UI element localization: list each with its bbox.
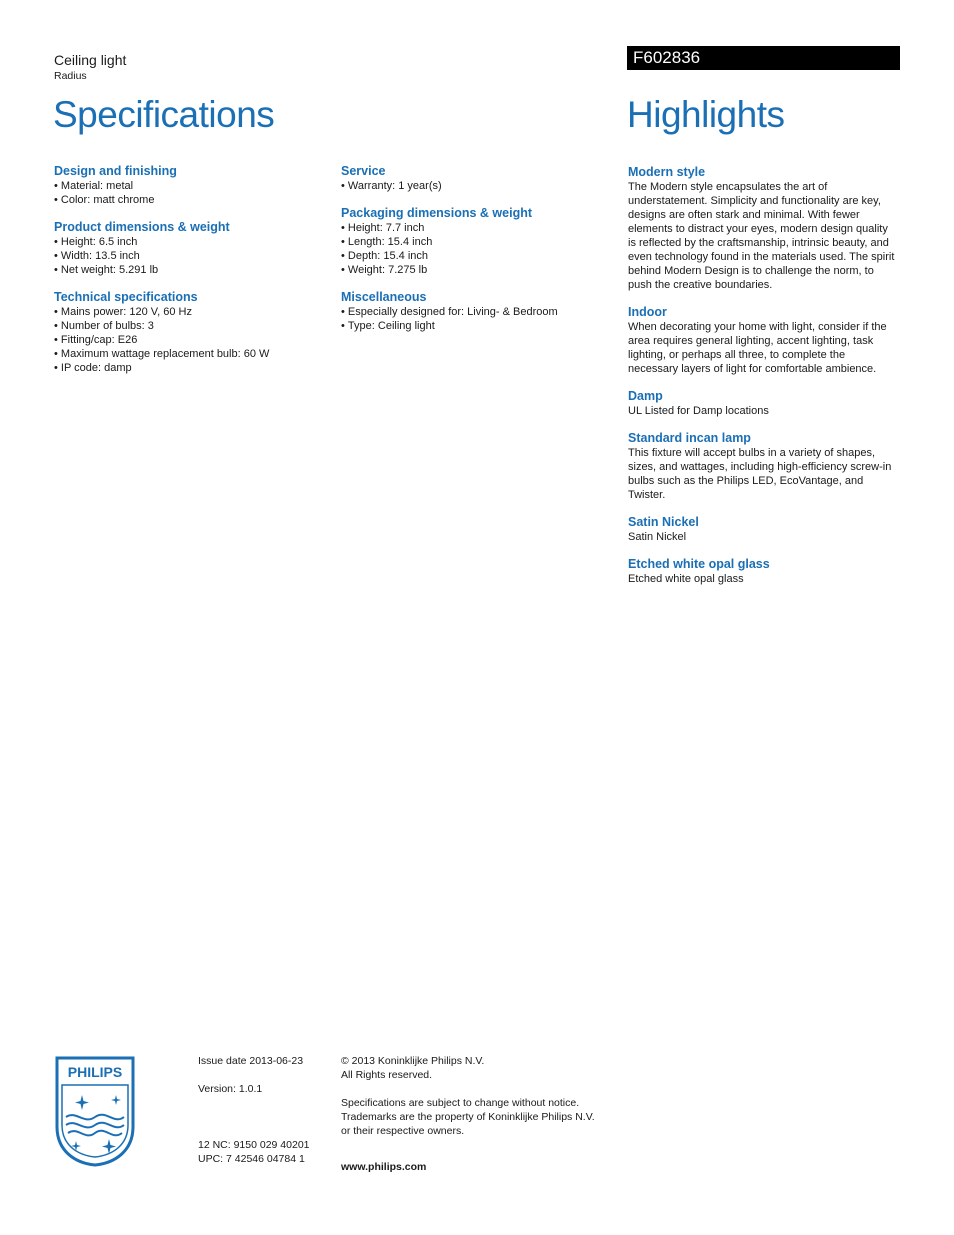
highlight-title: Standard incan lamp — [628, 431, 751, 445]
highlight-title: Satin Nickel — [628, 515, 699, 529]
spec-item: • Length: 15.4 inch — [341, 235, 611, 249]
highlight-text — [628, 320, 900, 376]
highlight-line: Etched white opal glass — [628, 573, 744, 585]
spec-item: • Warranty: 1 year(s) — [341, 179, 611, 193]
highlight-line: The Modern style encapsulates the art of — [628, 181, 828, 193]
spec-item: • Height: 7.7 inch — [341, 221, 611, 235]
spec-section-title: Service — [341, 164, 386, 178]
highlight-title: Indoor — [628, 305, 667, 319]
highlight-line: elements to distract your eyes, modern design quality — [628, 223, 888, 235]
spec-item: • Width: 13.5 inch — [54, 249, 324, 263]
highlight-line: even technology found in the materials used. The spirit — [628, 251, 895, 263]
spec-item: • Especially designed for: Living- & Bedroom — [341, 305, 611, 319]
disclaimer-line: or their respective owners. — [341, 1125, 465, 1137]
spec-section-technical — [54, 289, 324, 375]
spec-item: • Number of bulbs: 3 — [54, 319, 324, 333]
highlights-title: Highlights — [627, 94, 785, 135]
highlight-title: Modern style — [628, 165, 706, 179]
spec-section-title: Packaging dimensions & weight — [341, 206, 533, 220]
issue-date: Issue date 2013-06-23 — [198, 1055, 304, 1067]
website-link[interactable]: www.philips.com — [341, 1161, 427, 1173]
philips-logo — [54, 1055, 136, 1172]
highlight-line: understatement. Simplicity and functionality are key, — [628, 195, 881, 207]
spec-item: • Fitting/cap: E26 — [54, 333, 324, 347]
spec-section-design — [54, 163, 324, 207]
product-subtitle: Radius — [54, 70, 87, 82]
highlights-column — [628, 164, 900, 598]
highlight-text — [628, 404, 900, 418]
highlight-line: Satin Nickel — [628, 531, 687, 543]
highlight-satin-nickel — [628, 514, 900, 544]
spec-section-title: Technical specifications — [54, 290, 198, 304]
highlight-line: area requires general lighting, accent lighting, task — [628, 335, 874, 347]
spec-section-title: Design and finishing — [54, 164, 177, 178]
highlight-line: designs are often stark and minimal. With fewer — [628, 209, 860, 221]
spec-section-title: Product dimensions & weight — [54, 220, 230, 234]
spec-section-product-dimensions — [54, 219, 324, 277]
nc-number: 12 NC: 9150 029 40201 — [198, 1139, 310, 1151]
logo-wordmark: PHILIPS — [67, 1064, 123, 1080]
highlight-text — [628, 180, 900, 292]
spec-item: • Type: Ceiling light — [341, 319, 611, 333]
specs-column-1 — [54, 163, 324, 387]
highlight-etched-white-opal-glass — [628, 556, 900, 586]
spec-item: • Net weight: 5.291 lb — [54, 263, 324, 277]
highlight-line: sizes, and wattages, including high-efficiency screw-in — [628, 461, 892, 473]
highlight-line: lighting, or perhaps all three, to complete the — [628, 349, 846, 361]
highlight-line: bulbs such as the Philips LED, EcoVantage, and — [628, 475, 864, 487]
highlight-text — [628, 572, 900, 586]
specs-column-2 — [341, 163, 611, 345]
disclaimer-line: Specifications are subject to change without notice. — [341, 1097, 580, 1109]
spec-item: • Color: matt chrome — [54, 193, 324, 207]
highlight-standard-incan-lamp — [628, 430, 900, 502]
upc-number: UPC: 7 42546 04784 1 — [198, 1153, 305, 1165]
highlight-text — [628, 530, 900, 544]
spec-item: • Maximum wattage replacement bulb: 60 W — [54, 347, 324, 361]
disclaimer-line: Trademarks are the property of Koninklijke Philips N.V. — [341, 1111, 595, 1123]
spec-section-title: Miscellaneous — [341, 290, 427, 304]
version: Version: 1.0.1 — [198, 1083, 263, 1095]
highlight-line: push the creative boundaries. — [628, 279, 773, 291]
spec-item: • Mains power: 120 V, 60 Hz — [54, 305, 324, 319]
copyright: © 2013 Koninklijke Philips N.V. — [341, 1055, 485, 1067]
highlight-line: This fixture will accept bulbs in a variety of shapes, — [628, 447, 876, 459]
footer-meta — [198, 1054, 328, 1166]
product-name: Ceiling light — [54, 52, 127, 68]
spec-item: • Height: 6.5 inch — [54, 235, 324, 249]
specifications-title: Specifications — [53, 94, 275, 135]
spec-section-miscellaneous — [341, 289, 611, 333]
spec-item: • Depth: 15.4 inch — [341, 249, 611, 263]
highlight-line: UL Listed for Damp locations — [628, 405, 769, 417]
highlight-title: Damp — [628, 389, 663, 403]
highlight-indoor — [628, 304, 900, 376]
spec-section-service — [341, 163, 611, 193]
highlight-modern-style — [628, 164, 900, 292]
philips-shield-icon — [54, 1055, 136, 1167]
highlight-text — [628, 446, 900, 502]
spec-item: • IP code: damp — [54, 361, 324, 375]
highlight-line: is reflected by the craftsmanship, intrinsic beauty, and — [628, 237, 889, 249]
highlight-line: behind Modern Design is to challenge the norm, to — [628, 265, 874, 277]
spec-section-packaging — [341, 205, 611, 277]
highlight-line: necessary layers of light for comfortable ambience. — [628, 363, 877, 375]
spec-item: • Weight: 7.275 lb — [341, 263, 611, 277]
spec-item: • Material: metal — [54, 179, 324, 193]
highlight-line: When decorating your home with light, consider if the — [628, 321, 887, 333]
highlight-title: Etched white opal glass — [628, 557, 770, 571]
footer-legal — [341, 1054, 621, 1174]
highlight-line: Twister. — [628, 489, 666, 501]
sku-bar: F602836 — [627, 46, 900, 70]
highlight-damp — [628, 388, 900, 418]
rights: All Rights reserved. — [341, 1069, 433, 1081]
